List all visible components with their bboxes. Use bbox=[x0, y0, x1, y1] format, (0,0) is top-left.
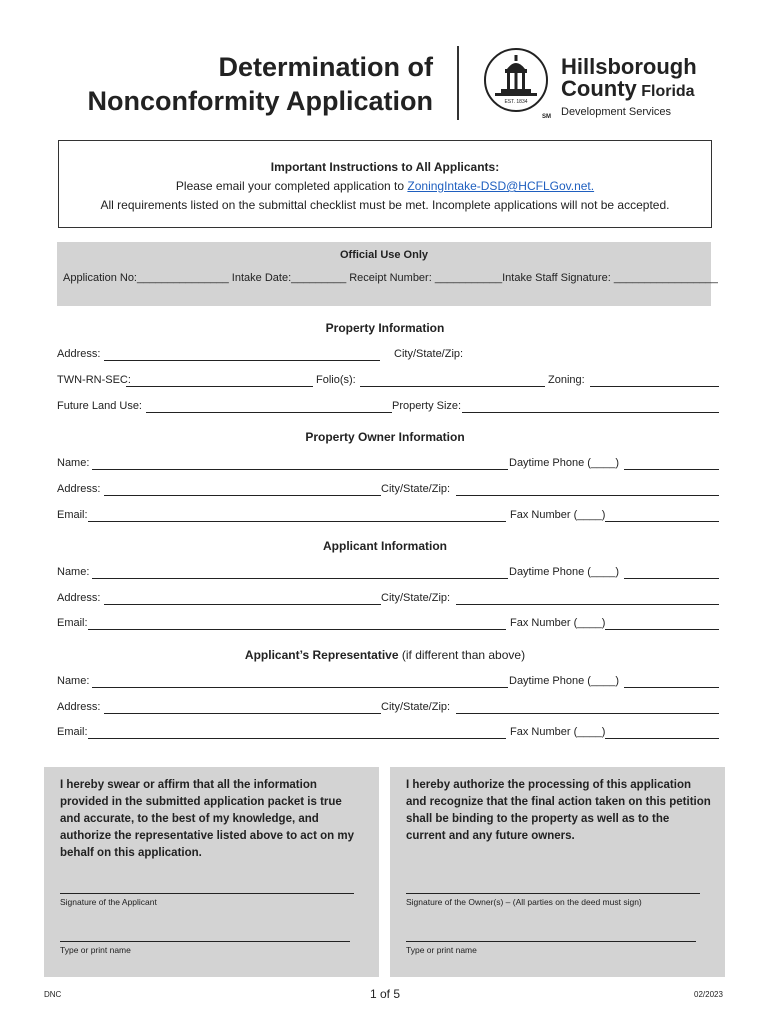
rep-name-field[interactable] bbox=[92, 687, 508, 688]
official-use-fields: Application No:_______________ Intake Date:_________ Receipt Number: ___________Intake Staff Signature: _________________ bbox=[63, 272, 718, 284]
representative-heading-note: (if different than above) bbox=[401, 648, 526, 662]
state-word: Florida bbox=[641, 83, 695, 100]
rep-phone-label: Daytime Phone (____) bbox=[509, 675, 620, 687]
applicant-phone-field[interactable] bbox=[624, 578, 719, 579]
applicant-address-field[interactable] bbox=[104, 604, 381, 605]
seal-text: EST. 1834 bbox=[504, 99, 528, 105]
owner-info-heading: Property Owner Information bbox=[305, 430, 465, 444]
owner-city-field[interactable] bbox=[456, 495, 719, 496]
property-city-label: City/State/Zip: bbox=[394, 348, 464, 360]
instructions-line-2: All requirements listed on the submittal checklist must be met. Incomplete applications will not be accepted. bbox=[100, 198, 670, 212]
owner-name-label: Name: bbox=[57, 457, 90, 469]
applicant-affirmation-statement: I hereby swear or affirm that all the information provided in the submitted application packet is true and accurate, to the best of my knowledge, and authorize the representative listed above to act on my behalf on this application. bbox=[60, 779, 354, 859]
county-name: Hillsborough bbox=[561, 54, 697, 79]
owner-phone-field[interactable] bbox=[624, 469, 719, 470]
owner-authorization-statement: I hereby authorize the processing of this application and recognize that the final action taken on this petition shall be binding to the property as well as to the current and any future owners. bbox=[406, 779, 711, 842]
owner-authorization-box bbox=[390, 767, 725, 977]
title-line-1: Determination of bbox=[218, 52, 433, 82]
folio-field[interactable] bbox=[360, 386, 545, 387]
owner-print-name-caption: Type or print name bbox=[406, 945, 477, 955]
official-use-box bbox=[57, 242, 718, 306]
property-address-label: Address: bbox=[57, 348, 101, 360]
applicant-print-name-field[interactable] bbox=[60, 941, 350, 942]
representative-heading bbox=[0, 648, 770, 662]
rep-city-field[interactable] bbox=[456, 713, 719, 714]
rep-city-label: City/State/Zip: bbox=[381, 701, 451, 713]
revision-date: 02/2023 bbox=[694, 990, 723, 999]
applicant-city-field[interactable] bbox=[456, 604, 719, 605]
property-size-label: Property Size: bbox=[392, 400, 462, 412]
owner-email-label: Email: bbox=[57, 509, 88, 521]
owner-signature-field[interactable] bbox=[406, 893, 700, 894]
owner-signature-caption: Signature of the Owner(s) – (All parties on the deed must sign) bbox=[406, 897, 642, 907]
owner-address-field[interactable] bbox=[104, 495, 381, 496]
rep-address-field[interactable] bbox=[104, 713, 381, 714]
applicant-email-label: Email: bbox=[57, 617, 88, 629]
rep-address-label: Address: bbox=[57, 701, 101, 713]
twn-rn-sec-field[interactable] bbox=[126, 386, 313, 387]
applicant-fax-label: Fax Number (____) bbox=[510, 617, 606, 629]
owner-fax-label: Fax Number (____) bbox=[510, 509, 606, 521]
applicant-signature-field[interactable] bbox=[60, 893, 354, 894]
rep-fax-label: Fax Number (____) bbox=[510, 726, 606, 738]
department-name: Development Services bbox=[561, 106, 672, 118]
property-size-field[interactable] bbox=[462, 412, 719, 413]
representative-heading-bold: Applicant’s Representative bbox=[244, 648, 399, 662]
future-land-use-label: Future Land Use: bbox=[57, 400, 142, 412]
zoning-field[interactable] bbox=[590, 386, 719, 387]
page-number: 1 of 5 bbox=[369, 987, 401, 1001]
applicant-print-name-caption: Type or print name bbox=[60, 945, 131, 955]
owner-fax-field[interactable] bbox=[605, 521, 719, 522]
instructions-line-1 bbox=[59, 177, 711, 196]
rep-email-label: Email: bbox=[57, 726, 88, 738]
owner-city-label: City/State/Zip: bbox=[381, 483, 451, 495]
rep-name-label: Name: bbox=[57, 675, 90, 687]
rep-phone-field[interactable] bbox=[624, 687, 719, 688]
owner-phone-label: Daytime Phone (____) bbox=[509, 457, 620, 469]
owner-name-field[interactable] bbox=[92, 469, 508, 470]
applicant-phone-label: Daytime Phone (____) bbox=[509, 566, 620, 578]
applicant-email-field[interactable] bbox=[88, 629, 506, 630]
applicant-signature-caption: Signature of the Applicant bbox=[60, 897, 157, 907]
instructions-heading: Important Instructions to All Applicants: bbox=[270, 160, 500, 174]
county-logo-text bbox=[561, 56, 697, 119]
title-line-2: Nonconformity Application bbox=[87, 86, 433, 116]
header-divider bbox=[457, 46, 459, 120]
county-word: County bbox=[561, 76, 637, 101]
property-info-heading: Property Information bbox=[325, 321, 445, 335]
instructions-prefix: Please email your completed application to bbox=[175, 179, 405, 193]
owner-email-field[interactable] bbox=[88, 521, 506, 522]
rep-email-field[interactable] bbox=[88, 738, 506, 739]
instructions-box bbox=[58, 140, 712, 228]
rep-fax-field[interactable] bbox=[605, 738, 719, 739]
applicant-fax-field[interactable] bbox=[605, 629, 719, 630]
folio-label: Folio(s): bbox=[316, 374, 356, 386]
owner-print-name-field[interactable] bbox=[406, 941, 696, 942]
twn-rn-sec-label: TWN-RN-SEC: bbox=[57, 374, 131, 386]
applicant-address-label: Address: bbox=[57, 592, 101, 604]
applicant-name-label: Name: bbox=[57, 566, 90, 578]
applicant-info-heading: Applicant Information bbox=[323, 539, 447, 553]
future-land-use-field[interactable] bbox=[146, 412, 392, 413]
applicant-city-label: City/State/Zip: bbox=[381, 592, 451, 604]
county-seal-logo bbox=[483, 47, 549, 113]
applicant-name-field[interactable] bbox=[92, 578, 508, 579]
property-address-field[interactable] bbox=[104, 360, 380, 361]
owner-address-label: Address: bbox=[57, 483, 101, 495]
zoning-label: Zoning: bbox=[548, 374, 585, 386]
official-use-heading: Official Use Only bbox=[339, 249, 429, 261]
zoning-intake-email-link[interactable]: ZoningIntake-DSD@HCFLGov.net. bbox=[407, 179, 595, 193]
form-code: DNC bbox=[44, 990, 62, 999]
applicant-affirmation-box bbox=[44, 767, 379, 977]
document-title bbox=[88, 50, 434, 118]
service-mark: SM bbox=[542, 114, 551, 120]
